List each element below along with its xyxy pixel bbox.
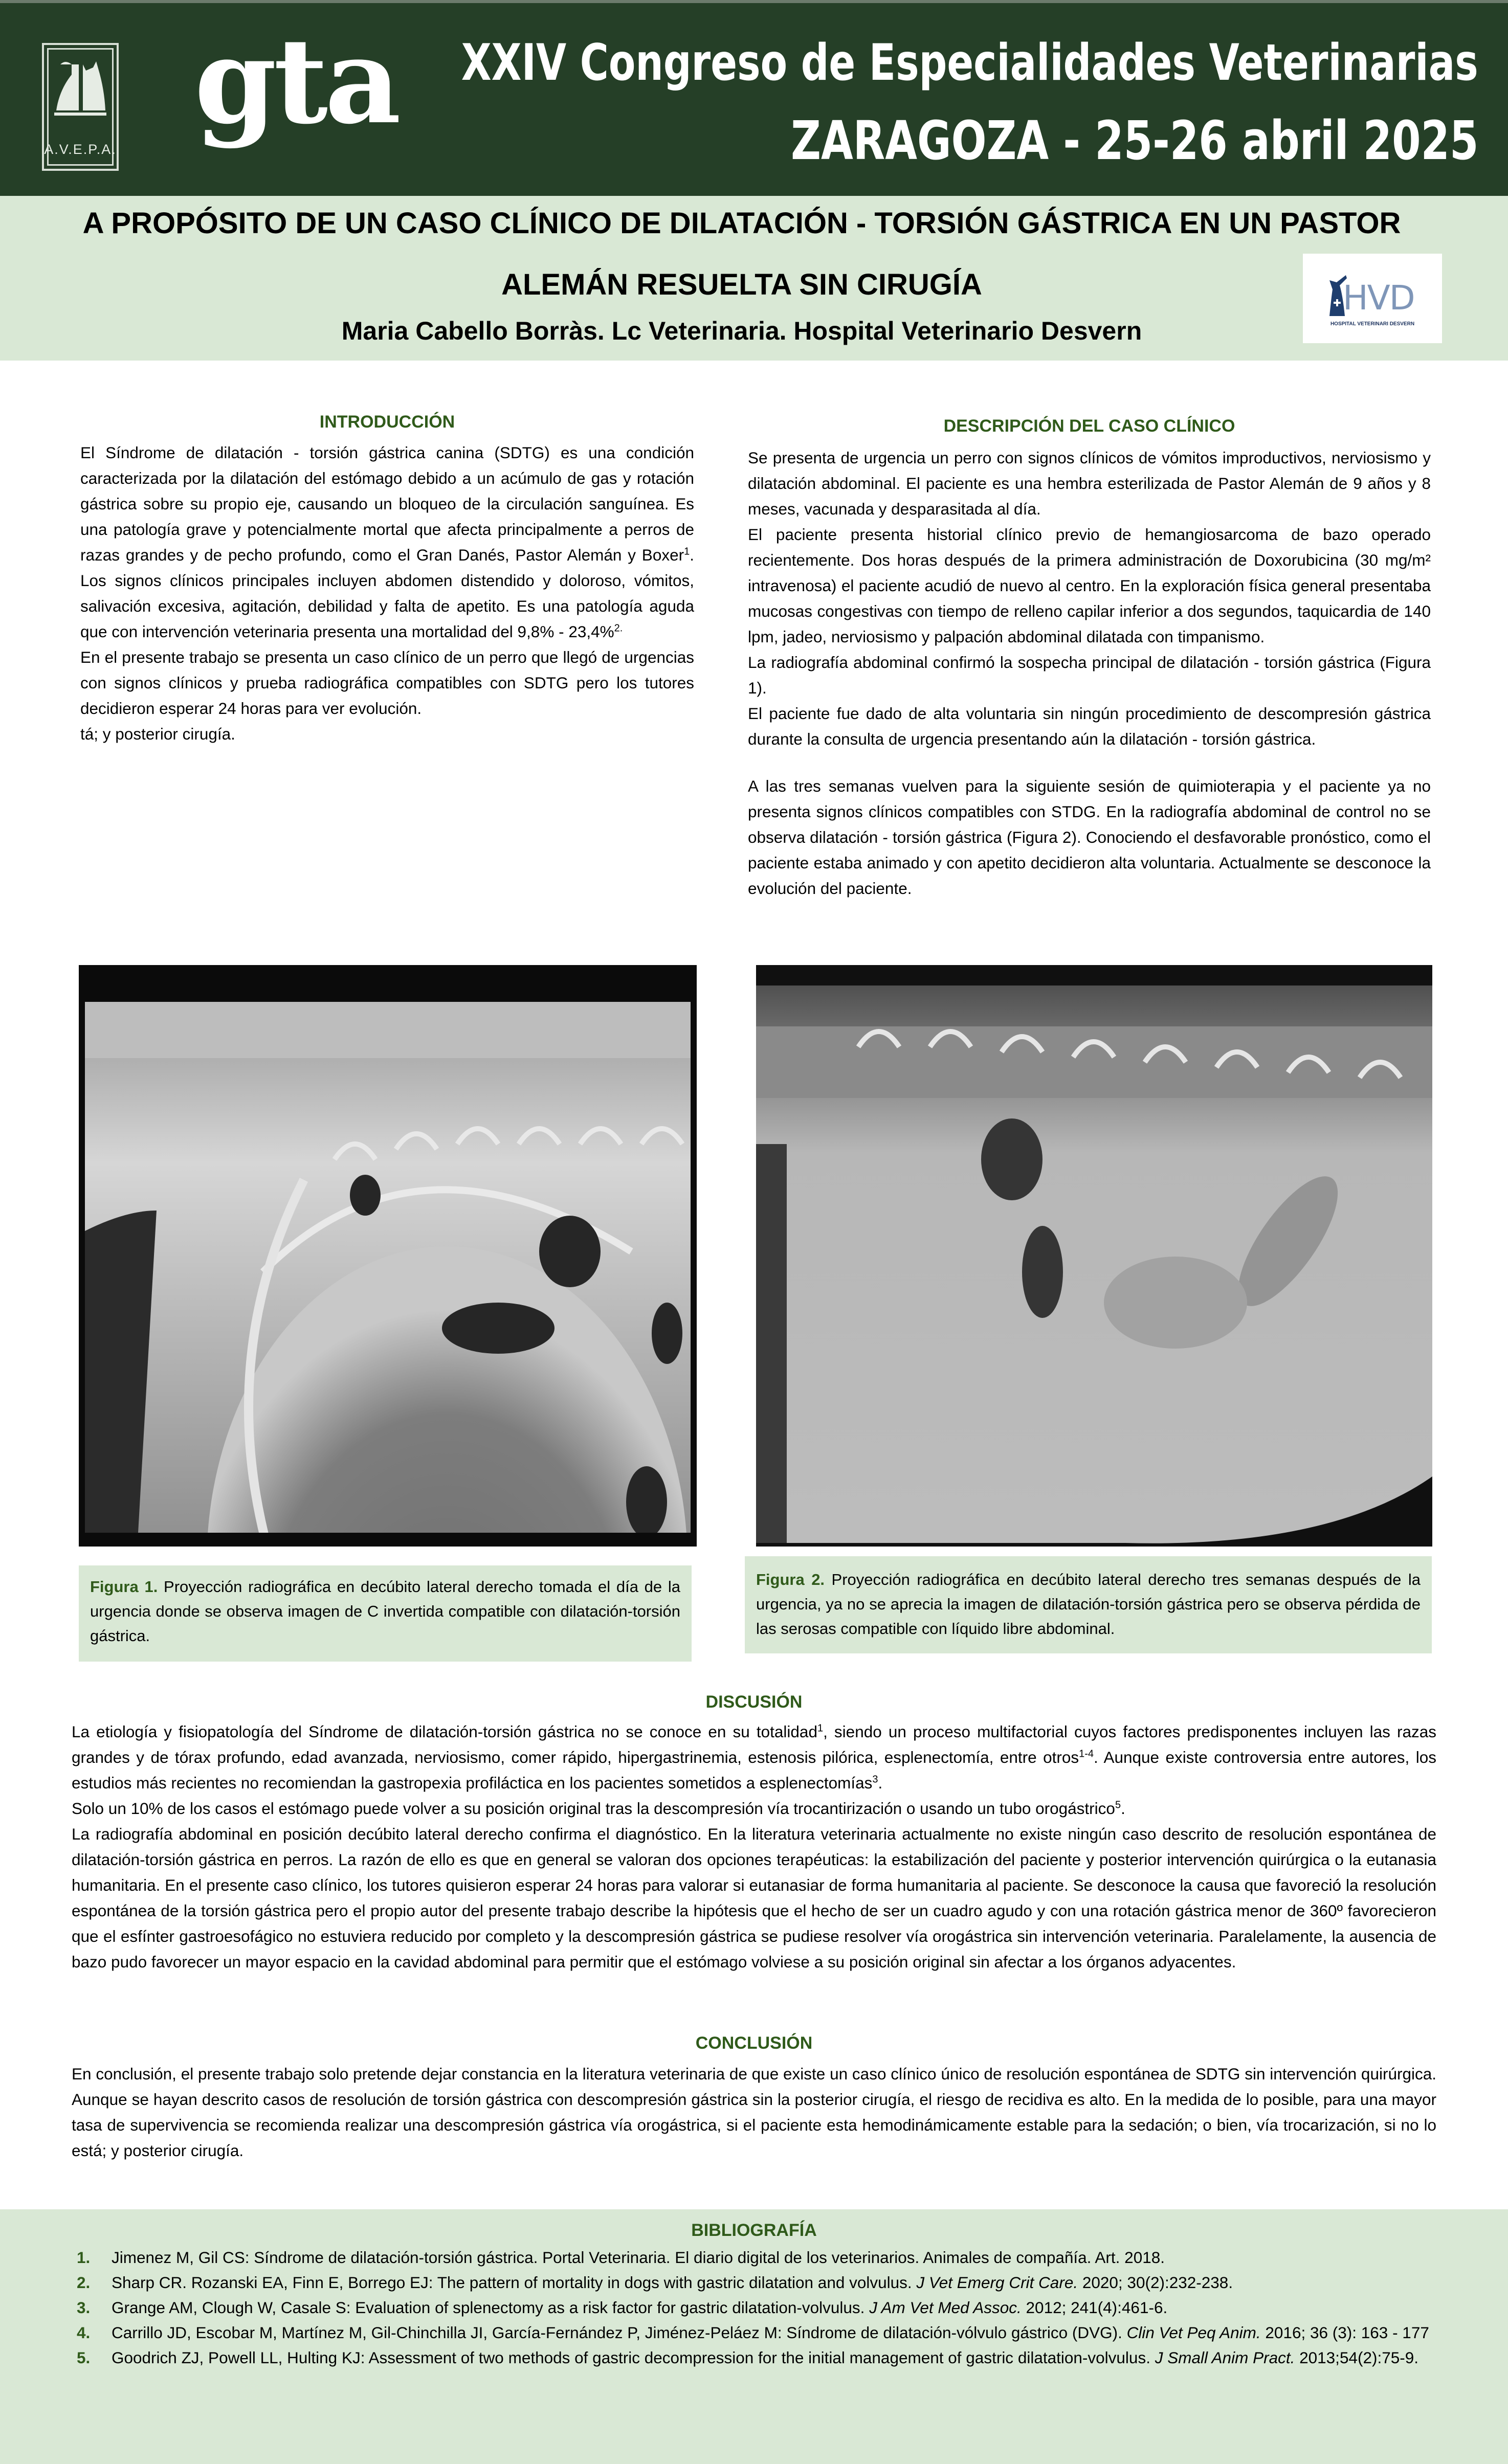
radiograph-figure-2 — [756, 965, 1432, 1547]
section-discusion — [72, 1689, 1436, 1975]
figure-1-label: Figura 1. — [90, 1578, 158, 1596]
section-conclusion — [72, 2030, 1436, 2163]
disc-paragraph-2: Solo un 10% de los casos el estómago puede volver a su posición original tras la descompresión vía trocantirización o usando un tubo orogástrico$^5$. — [72, 1799, 1125, 1818]
hvd-name: HOSPITAL VETERINARI DESVERN — [1330, 321, 1415, 327]
desc-paragraph-4: El paciente fue dado de alta voluntaria sin ningún procedimiento de descompresión gástrica durante la consulta de urgencia presentando aún la dilatación - torsión gástrica. — [748, 704, 1431, 748]
header-banner — [0, 0, 1508, 196]
xray-image-2 — [756, 965, 1432, 1547]
intro-paragraph-3: tá; y posterior cirugía. — [80, 725, 235, 743]
hvd-logo — [1303, 254, 1442, 343]
heading-descripcion: DESCRIPCIÓN DEL CASO CLÍNICO — [943, 416, 1235, 436]
reference-item: 3. Grange AM, Clough W, Casale S: Evaluation of splenectomy as a risk factor for gastric dilatation-volvulus. J Am Vet Med Assoc. 2012; 241(4):461-6. — [77, 2298, 1168, 2317]
disc-paragraph-1: La etiología y fisiopatología del Síndrome de dilatación-torsión gástrica no se conoce en su totalidad$^1$, siendo un proceso multifactorial cuyos factores predisponentes incluyen las razas grandes y de tórax profundo, edad avanzada, nerviosismo, comer rápido, hipergastrinemia, estenosis pilórica, esplenectomía, entre otros$^{1-4}$. Aunque existe controversia entre autores, los estudios más recientes no recomiendan la gastropexia profiláctica en los pacientes sometidos a esplenectomías$^3$. — [72, 1722, 1437, 1792]
heading-bibliografia: BIBLIOGRAFÍA — [691, 2221, 817, 2240]
section-bibliografia — [0, 2209, 1508, 2464]
hvd-letters: HVD — [1343, 278, 1414, 318]
reference-item: 4. Carrillo JD, Escobar M, Martínez M, Gil-Chinchilla JI, García-Fernández P, Jiménez-Peláez M: Síndrome de dilatación-vólvulo gástrico (DVG). Clin Vet Peq Anim. 2016; 36 (3): 163 - 177 — [77, 2323, 1429, 2342]
figure-2-caption — [745, 1556, 1432, 1653]
heading-discusion: DISCUSIÓN — [705, 1692, 803, 1712]
dog-cat-silhouette-icon — [53, 59, 107, 126]
conc-paragraph-1: En conclusión, el presente trabajo solo pretende dejar constancia en la literatura veterinaria de que existe un caso clínico único de resolución espontánea de SDTG sin intervención quirúrgica. Aunque se hayan descrito casos de resolución de torsión gástrica con descompresión gástrica sin la posterior cirugía, el riesgo de recidiva es alto. En la medida de lo posible, para una mayor tasa de supervivencia se recomienda realizar una descompresión gástrica vía orogástrica, si el paciente esta hemodinámicamente estable para la sedación; o bien, vía trocarización, si no lo está; y posterior cirugía. — [72, 2065, 1436, 2160]
figure-2-label: Figura 2. — [756, 1571, 825, 1588]
heading-introduccion: INTRODUCCIÓN — [319, 412, 455, 432]
title-band — [0, 196, 1508, 361]
reference-item: 1. Jimenez M, Gil CS: Síndrome de dilatación-torsión gástrica. Portal Veterinaria. El diario digital de los veterinarios. Animales de compañía. Art. 2018. — [77, 2248, 1165, 2267]
congress-title: XXIV Congreso de Especialidades Veterinarias — [461, 34, 1478, 92]
desc-paragraph-5: A las tres semanas vuelven para la siguiente sesión de quimioterapia y el paciente ya no presenta signos clínicos compatibles con STDG. En la radiografía abdominal de control no se observa dilatación - torsión gástrica (Figura 2). Conociendo el desfavorable pronóstico, como el paciente estaba animado y con apetito decidieron alta voluntaria. Actualmente se desconoce la evolución del paciente. — [748, 777, 1431, 898]
poster-title-line2: ALEMÁN RESUELTA SIN CIRUGÍA — [501, 268, 982, 301]
figure-1-caption — [79, 1565, 692, 1662]
section-introduccion — [80, 409, 694, 747]
desc-paragraph-3: La radiografía abdominal confirmó la sospecha principal de dilatación - torsión gástrica (Figura 1). — [748, 653, 1431, 697]
figure-2-text: Proyección radiográfica en decúbito lateral derecho tres semanas después de la urgencia, ya no se aprecia la imagen de dilatación-torsión gástrica pero se observa pérdida de las serosas compatible con líquido libre abdominal. — [756, 1571, 1421, 1638]
xray-image-1 — [79, 965, 697, 1547]
poster-title-line1: A PROPÓSITO DE UN CASO CLÍNICO DE DILATACIÓN - TORSIÓN GÁSTRICA EN UN PASTOR — [82, 207, 1401, 240]
avepa-logo — [42, 43, 119, 171]
disc-paragraph-3: La radiografía abdominal en posición decúbito lateral derecho confirma el diagnóstico. En la literatura veterinaria actualmente no existe ningún caso descrito de resolución espontánea de dilatación-torsión gástrica en perros. La razón de ello es que en general se valoran dos opciones terapéuticas: la estabilización del paciente y posterior intervención quirúrgica o la eutanasia humanitaria. En el presente caso clínico, los tutores quisieron esperar 24 horas para valorar si eutanasiar de forma humanitaria al paciente. Se desconoce la causa que favoreció la resolución espontánea de la torsión gástrica pero el propio autor del presente trabajo describe la hipótesis que el hecho de ser un cuadro agudo y con una rotación gástrica menor de 360º favorecieron que el esfínter gastroesofágico no estuviera reducido por completo y la descompresión gástrica se pudiese resolver vía orogástrica sin intervención veterinaria. Paralelamente, la ausencia de bazo pudo favorecer un mayor espacio en la cavidad abdominal para permitir que el estómago volviese a su posición original sin afectar a los órganos adyacentes. — [72, 1825, 1436, 1971]
poster-authors: Maria Cabello Borràs. Lc Veterinaria. Hospital Veterinario Desvern — [341, 317, 1142, 345]
reference-item: 2. Sharp CR. Rozanski EA, Finn E, Borrego EJ: The pattern of mortality in dogs with gastric dilatation and volvulus. J Vet Emerg Crit Care. 2020; 30(2):232-238. — [77, 2273, 1233, 2292]
section-descripcion — [748, 413, 1431, 901]
radiograph-figure-1 — [79, 965, 697, 1547]
figure-1-text: Proyección radiográfica en decúbito lateral derecho tomada el día de la urgencia donde se observa imagen de C invertida compatible con dilatación-torsión gástrica. — [90, 1578, 680, 1645]
intro-paragraph-2: En el presente trabajo se presenta un caso clínico de un perro que llegó de urgencias con signos clínicos y prueba radiográfica compatibles con SDTG pero los tutores decidieron esperar 24 horas para ver evolución. — [80, 648, 694, 718]
gta-logo: gta — [194, 12, 398, 150]
desc-paragraph-1: Se presenta de urgencia un perro con signos clínicos de vómitos improductivos, nerviosismo y dilatación abdominal. El paciente es una hembra esterilizada de Pastor Alemán de 9 años y 8 meses, vacunada y desparasitada al día. — [748, 449, 1431, 518]
reference-item: 5. Goodrich ZJ, Powell LL, Hulting KJ: Assessment of two methods of gastric decompression for the initial management of gastric dilatation-volvulus. J Small Anim Pract. 2013;54(2):75-9. — [77, 2348, 1419, 2367]
avepa-acronym: A.V.E.P.A. — [44, 142, 117, 157]
heading-conclusion: CONCLUSIÓN — [695, 2033, 813, 2053]
congress-location-date: ZARAGOZA - 25-26 abril 2025 — [790, 109, 1478, 172]
reference-list — [77, 2245, 1437, 2370]
intro-paragraph-1: El Síndrome de dilatación - torsión gástrica canina (SDTG) es una condición caracterizada por la dilatación del estómago debido a un acúmulo de gas y rotación gástrica sobre su propio eje, causando un bloqueo de la circulación sanguínea. Es una patología grave y potencialmente mortal que afecta principalmente a perros de razas grandes y de pecho profundo, como el Gran Danés, Pastor Alemán y Boxer$^1$. Los signos clínicos principales incluyen abdomen distendido y doloroso, vómitos, salivación excesiva, agitación, debilidad y falta de apetito. Es una patología aguda que con intervención veterinaria presenta una mortalidad del 9,8% - 23,4%$^{2.}$ — [80, 443, 694, 641]
desc-paragraph-2: El paciente presenta historial clínico previo de hemangiosarcoma de bazo operado recientemente. Dos horas después de la primera administración de Doxorubicina (30 mg/m² intravenosa) el paciente acudió de nuevo al centro. En la exploración física general presentaba mucosas congestivas con tiempo de relleno capilar inferior a dos segundos, taquicardia de 140 lpm, jadeo, nerviosismo y palpación abdominal dilatada con timpanismo. — [748, 525, 1431, 646]
